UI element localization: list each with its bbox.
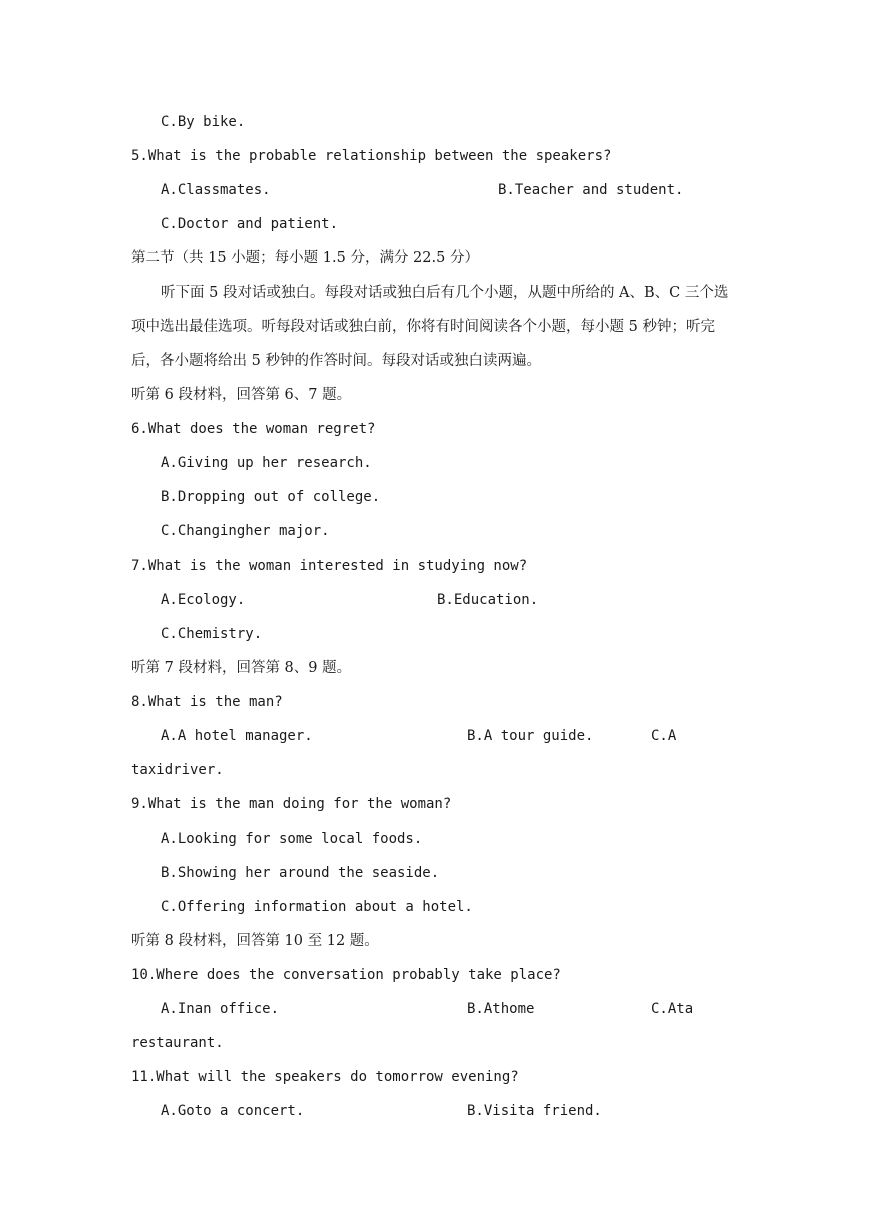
q6-option-a: A.Giving up her research. [161, 455, 372, 471]
q10-option-c: C.Ata [651, 1001, 694, 1017]
q7-option-c: C.Chemistry. [161, 626, 263, 642]
passage6-intro: 听第 6 段材料，回答第 6、7 题。 [131, 387, 352, 403]
q8-option-c-continued: taxidriver. [131, 762, 224, 778]
q9-question: 9.What is the man doing for the woman? [131, 796, 452, 812]
section2-header: 第二节（共 15 小题；每小题 1.5 分，满分 22.5 分） [131, 250, 479, 266]
q9-option-c: C.Offering information about a hotel. [161, 899, 473, 915]
q5-option-b: B.Teacher and student. [498, 182, 684, 198]
section2-instructions-line2: 项中选出最佳选项。听每段对话或独白前，你将有时间阅读各个小题，每小题 5 秒钟；听完 [131, 319, 715, 335]
q11-option-a: A.Goto a concert. [161, 1103, 305, 1119]
q6-question: 6.What does the woman regret? [131, 421, 376, 437]
passage7-intro: 听第 7 段材料，回答第 8、9 题。 [131, 660, 352, 676]
q5-option-a: A.Classmates. [161, 182, 271, 198]
q10-question: 10.Where does the conversation probably take place? [131, 967, 561, 983]
q7-option-b: B.Education. [437, 592, 539, 608]
q4-option-c: C.By bike. [161, 114, 246, 130]
section2-instructions-line1: 听下面 5 段对话或独白。每段对话或独白后有几个小题，从题中所给的 A、B、C 三个选 [161, 285, 729, 301]
q9-option-b: B.Showing her around the seaside. [161, 865, 440, 881]
q10-option-b: B.Athome [467, 1001, 535, 1017]
q8-option-c: C.A [651, 728, 677, 744]
q10-option-a: A.Inan office. [161, 1001, 280, 1017]
passage8-intro: 听第 8 段材料，回答第 10 至 12 题。 [131, 933, 379, 949]
q5-question: 5.What is the probable relationship between the speakers? [131, 148, 612, 164]
q6-option-c: C.Changingher major. [161, 523, 330, 539]
q8-option-a: A.A hotel manager. [161, 728, 313, 744]
q8-question: 8.What is the man? [131, 694, 283, 710]
q8-option-b: B.A tour guide. [467, 728, 594, 744]
q7-question: 7.What is the woman interested in studying now? [131, 558, 528, 574]
q6-option-b: B.Dropping out of college. [161, 489, 381, 505]
q11-question: 11.What will the speakers do tomorrow evening? [131, 1069, 519, 1085]
section2-instructions-line3: 后，各小题将给出 5 秒钟的作答时间。每段对话或独白读两遍。 [131, 353, 541, 369]
q7-option-a: A.Ecology. [161, 592, 246, 608]
q5-option-c: C.Doctor and patient. [161, 216, 339, 232]
q9-option-a: A.Looking for some local foods. [161, 831, 423, 847]
q10-option-c-continued: restaurant. [131, 1035, 224, 1051]
q11-option-b: B.Visita friend. [467, 1103, 602, 1119]
